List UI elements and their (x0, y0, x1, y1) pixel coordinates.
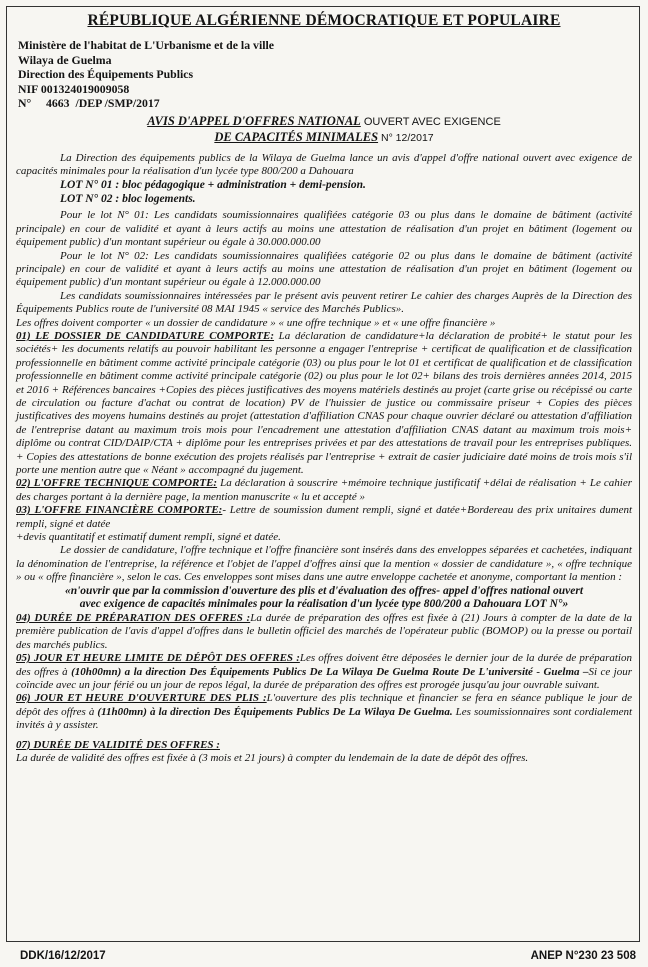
lot-2-conditions: Pour le lot N° 02: Les candidats soumissionnaires qualifiées catégorie 02 ou plus dans le domaine de bâtiment (activité principale) en cour de validité et ayant à leurs actifs au moins une attestation de réalisation d'un projet en bâtiment (logement ou équipement public) d'un montant supérieur ou égale à 12.000.000.00 (16, 249, 632, 289)
section-3-text: - Lettre de soumission dument rempli, signé et datée+Bordereau des prix unitaires dument rempli, signé et datée (16, 504, 633, 530)
section-7-title: 07) DURÉE DE VALIDITÉ DES OFFRES : (16, 738, 220, 751)
notice-title-line2 (16, 130, 632, 146)
section-2-text: La déclaration à souscrire +mémoire technique justificatif +délai de réalisation + Le cahier des charges portant à la dernière page, la mention manuscrite « lu et accepté » (16, 477, 632, 503)
envelopes-paragraph: Le dossier de candidature, l'offre technique et l'offre financière sont insérés dans des enveloppes séparées et cachetées, indiquant la dénomination de l'entreprise, la référence et l'objet de l'appel d'offres ainsi que la mention « dossier de candidature », « offre technique » ou « offre financière », selon le cas. Ces enveloppes sont mises dans une autre enveloppe cachetée et anonyme, comportant la mention : (16, 544, 632, 584)
section-1-text: La déclaration de candidature+la déclaration de probité+ le statut pour les sociétés+ les documents relatifs au pouvoir habilitant les personne a engager l'entreprise + certificat de qualification et de classification professionnelle en bâtiment comme activité principale catégorie (03) ou plus pour le lot 01 et certificat de qualification et de classification professionnelle en bâtiment comme activité principale catégorie (02) ou plus pour le lot 02+ bilans des trois dernières années 2014, 2015 et 2016 + Références bancaires +Copies des pièces justificatives des moyens matériels destinés au projet (carte grise ou récépissé ou carte de circulation ou facture d'achat ou contrat de location) PV de l'huissier de justice ou commissaire priseur + Copies des pièces justificatives des moyens humains destinés au projet (attestation d'affiliation CNAS pour chaque ouvrier déclaré ou attestation d'affiliation de l'entreprise datant au maximum trois mois pour l'encadrement une attestation d'affiliation CNAS datant au maximum trois mois+ diplôme ou contrat CID/DAIP/CTA + diplôme pour les entreprises privées et par des attestations de travail pour les entreprises publiques. + Copies des attestations de bonne exécution des projets réalisés par l'entreprise + extrait de casier judiciaire daté moins de trois mois s'il porte une mention autre que « Néant » accompagné du jugement. (16, 329, 632, 477)
section-4 (16, 612, 632, 652)
section-2-title: 02) L'OFFRE TECHNIQUE COMPORTE: (16, 477, 218, 490)
section-3-title: 03) L'OFFRE FINANCIÈRE COMPORTE: (16, 504, 223, 517)
wilaya-line: Wilaya de Guelma (18, 52, 112, 67)
notice-title-number: N° 12/2017 (378, 131, 434, 144)
lot-2-line: LOT N° 02 : bloc logements. (60, 193, 196, 206)
section-6 (16, 692, 632, 732)
footer-publication-ref: DDK/16/12/2017 (20, 950, 106, 962)
offers-comprise-paragraph: Les offres doivent comporter « un dossier de candidature » « une offre technique » et « une offre financière » (16, 316, 496, 329)
section-1-title: 01) LE DOSSIER DE CANDIDATURE COMPORTE: (16, 329, 275, 342)
section-6-text-a: L'ouverture des plis technique et financier se fera en séance publique le jour de dépôt des offres à (16, 692, 633, 718)
section-6-title: 06) JOUR ET HEURE D'OUVERTURE DES PLIS : (16, 692, 267, 705)
section-4-text: La durée de préparation des offres est fixée à (21) Jours à compter de la date de la première publication de l'avis d'appel d'offres dans le bulletin officiel des marchés de l'opérateur public (BOMOP) ou la presse ou portail des marchés publics. (16, 611, 632, 651)
intro-paragraph: La Direction des équipements publics de la Wilaya de Guelma lance un avis d'appel d'offre national ouvert avec exigence de capacités minimales pour la réalisation d'un lycée type 800/200 a Dahouara (16, 151, 632, 177)
section-6-time: (11h00mn) à la direction Des Équipements Publics De La Wilaya De Guelma. (97, 705, 453, 718)
envelope-mention-line-2: avec exigence de capacités minimales pour la réalisation d'un lycée type 800/200 a Dahouara LOT N°» (79, 598, 569, 611)
section-5-time: (10h00mn) a la direction Des Équipements Publics De La Wilaya De Guelma Route De L'université - Guelma – (71, 665, 589, 678)
section-3-text-continued: +devis quantitatif et estimatif dument rempli, signé et datée. (16, 531, 281, 544)
republic-heading: RÉPUBLIQUE ALGÉRIENNE DÉMOCRATIQUE ET POPULAIRE (87, 12, 561, 29)
footer-anep-number: ANEP N°230 23 508 (530, 950, 636, 962)
envelope-mention-line-1: «n'ouvrir que par la commission d'ouverture des plis et d'évaluation des offres- appel d'offres national ouvert (64, 584, 584, 597)
notice-content (16, 12, 632, 765)
reference-number (18, 96, 632, 111)
footer (0, 950, 648, 966)
notice-title-capacities: DE CAPACITÉS MINIMALES (214, 129, 379, 144)
section-5-title: 05) JOUR ET HEURE LIMITE DE DÉPÔT DES OFFRES : (16, 652, 300, 665)
notice-title-suffix: OUVERT AVEC EXIGENCE (360, 115, 501, 128)
nif-line: NIF 001324019009058 (18, 81, 130, 96)
lot-1-conditions: Pour le lot N° 01: Les candidats soumissionnaires qualifiées catégorie 03 ou plus dans le domaine de bâtiment (activité principale) en cour de validité et ayant à leurs actifs au moins une attestation de réalisation d'un projet en bâtiment (logement ou équipement public) d'un montant supérieur ou égale à 30.000.000.00 (16, 209, 632, 249)
section-5-text-a: Les offres doivent être déposées le dernier jour de la durée de préparation des offres à (16, 652, 632, 678)
retrieve-paragraph: Les candidats soumissionnaires intéressées par le présent avis peuvent retirer Le cahier des charges Auprès de la Direction des Équipements Publics route de l'université 08 MAI 1945 « service des Marchés Publics». (16, 289, 632, 316)
section-5 (16, 652, 632, 692)
section-7-heading (16, 739, 632, 752)
section-6-text-b: Les soumissionnaires sont cordialement invités à y assister. (16, 705, 633, 732)
direction-line: Direction des Équipements Publics (18, 67, 194, 81)
notice-title-line1 (16, 114, 632, 130)
reference-number-text: N° 4663 /DEP /SMP/2017 (18, 96, 160, 110)
ministry-line: Ministère de l'habitat de L'Urbanisme et de la ville (18, 38, 275, 52)
section-4-title: 04) DURÉE DE PRÉPARATION DES OFFRES : (16, 611, 251, 624)
notice-title-main: AVIS D'APPEL D'OFFRES NATIONAL (147, 113, 361, 128)
lot-1-line: LOT N° 01 : bloc pédagogique + administration + demi-pension. (60, 179, 366, 192)
section-7-text: La durée de validité des offres est fixée à (3 mois et 21 jours) à compter du lendemain de la date de dépôt des offres. (16, 751, 529, 764)
section-3 (16, 504, 632, 531)
section-1 (16, 330, 632, 477)
section-2 (16, 477, 632, 504)
section-5-text-b: Si ce jour coïncide avec un jour férié ou un jour de repos légal, la durée de préparation des offres est prorogée jusqu'au jour ouvrable suivant. (16, 665, 632, 691)
